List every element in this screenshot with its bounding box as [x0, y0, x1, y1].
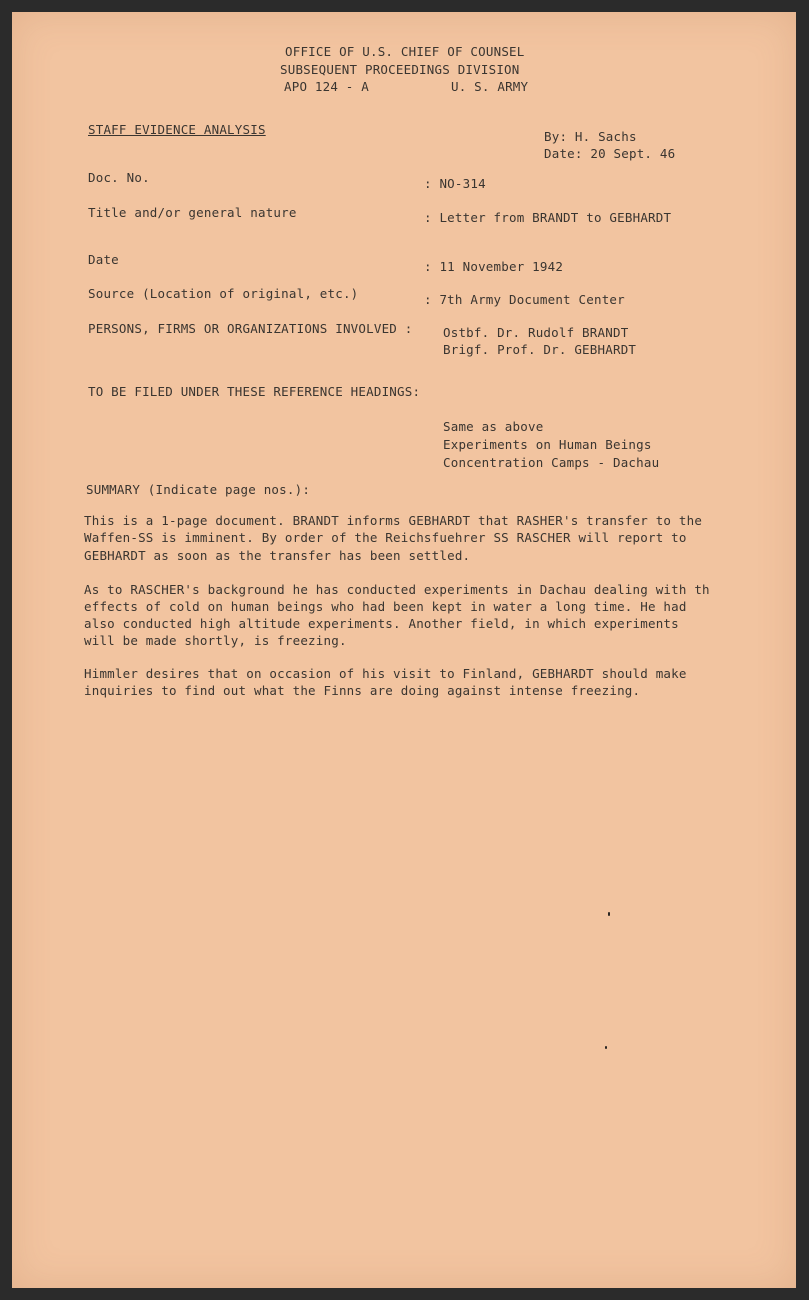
ink-mark — [605, 1046, 607, 1049]
document-page — [12, 12, 796, 1288]
reference-item: Concentration Camps - Dachau — [443, 455, 660, 470]
title-label: Title and/or general nature — [88, 205, 297, 220]
source-label: Source (Location of original, etc.) — [88, 286, 359, 301]
reference-label: TO BE FILED UNDER THESE REFERENCE HEADINGS: — [88, 384, 421, 399]
by-line: By: H. Sachs — [544, 129, 637, 144]
summary-p2-line: will be made shortly, is freezing. — [84, 633, 347, 648]
persons-value-2: Brigf. Prof. Dr. GEBHARDT — [443, 342, 637, 357]
summary-p3-line: Himmler desires that on occasion of his visit to Finland, GEBHARDT should make — [84, 666, 687, 681]
persons-value-1: Ostbf. Dr. Rudolf BRANDT — [443, 325, 629, 340]
summary-p2-line: As to RASCHER's background he has conducted experiments in Dachau dealing with th — [84, 582, 710, 597]
summary-p2-line: effects of cold on human beings who had been kept in water a long time. He had — [84, 599, 687, 614]
title-value: : Letter from BRANDT to GEBHARDT — [424, 210, 672, 225]
header-division: SUBSEQUENT PROCEEDINGS DIVISION — [280, 62, 520, 77]
persons-label: PERSONS, FIRMS OR ORGANIZATIONS INVOLVED : — [88, 321, 413, 336]
reference-item: Same as above — [443, 419, 544, 434]
summary-label: SUMMARY (Indicate page nos.): — [86, 482, 311, 497]
date-line: Date: 20 Sept. 46 — [544, 146, 676, 161]
summary-p2-line: also conducted high altitude experiments. Another field, in which experiments — [84, 616, 679, 631]
summary-p1-line: Waffen-SS is imminent. By order of the Reichsfuehrer SS RASCHER will report to — [84, 530, 687, 545]
date-value: : 11 November 1942 — [424, 259, 564, 274]
source-value: : 7th Army Document Center — [424, 292, 625, 307]
analysis-title: STAFF EVIDENCE ANALYSIS — [88, 122, 266, 137]
header-apo: APO 124 - A — [284, 79, 369, 94]
header-office: OFFICE OF U.S. CHIEF OF COUNSEL — [285, 44, 525, 59]
reference-item: Experiments on Human Beings — [443, 437, 652, 452]
summary-p1-line: This is a 1-page document. BRANDT informs GEBHARDT that RASHER's transfer to the — [84, 513, 703, 528]
summary-p1-line: GEBHARDT as soon as the transfer has been settled. — [84, 548, 471, 563]
ink-mark — [608, 912, 610, 916]
doc-no-value: : NO-314 — [424, 176, 486, 191]
summary-p3-line: inquiries to find out what the Finns are doing against intense freezing. — [84, 683, 641, 698]
date-label: Date — [88, 252, 119, 267]
doc-no-label: Doc. No. — [88, 170, 150, 185]
header-army: U. S. ARMY — [451, 79, 529, 94]
